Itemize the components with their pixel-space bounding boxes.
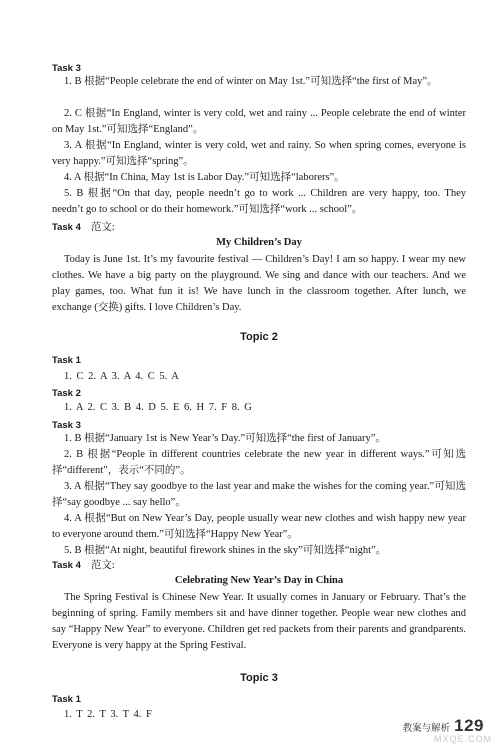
essay-title: My Children’s Day [216, 237, 302, 248]
task-heading: Task 4 [52, 560, 81, 571]
page-footer [403, 716, 484, 736]
task-heading: Task 3 [52, 420, 81, 431]
answer-item: 5. B 根据“At night, beautiful firework shines in the sky”可知选择“night”。 [64, 545, 387, 556]
task-heading: Task 1 [52, 355, 81, 366]
answer-item: 3. A 根据“In England, winter is very cold, wet and rainy. So when spring comes, everyone is very happy.”可知选择“spring”。 [52, 140, 466, 167]
example-label: 范文: [90, 560, 115, 571]
task-heading: Task 1 [52, 694, 81, 705]
topic2-task4-label [52, 559, 115, 572]
answer-item: 4. A 根据“But on New Year’s Day, people usually wear new clothes and wish happy new year to everyone around them.”可知选择“Happy New Year”。 [52, 513, 466, 540]
topic1-task4-label [52, 221, 115, 234]
topic-title: Topic 3 [240, 672, 278, 684]
task-heading: Task 4 [52, 222, 81, 233]
topic-title: Topic 2 [240, 331, 278, 343]
essay-body: The Spring Festival is Chinese New Year. It usually comes in January or February. That’s the beginning of spring. Family members sit and have dinner together. People wear new clothes and say “Happy New Year” to everyone. Children get red packets from their parents and grandparents. Everyone is very happy at the Spring Festival. [52, 592, 466, 651]
answer-item: 4. A 根据“In China, May 1st is Labor Day.”可知选择“laborers”。 [64, 172, 345, 183]
answer-item: 3. A 根据“They say goodbye to the last year and make the wishes for the coming year.”可知选择“say goodbye ... say hello”。 [52, 481, 466, 508]
answer-line: 1. A 2. C 3. B 4. D 5. E 6. H 7. F 8. G [64, 402, 252, 413]
answer-item: 5. B 根据“On that day, people needn’t go to work ... Children are very happy, too. They needn’t go to school or do their homework.”可知选择“work ... school”。 [52, 188, 466, 215]
watermark: MXQE.COM [433, 734, 492, 744]
answer-line: 1. T 2. T 3. T 4. F [64, 709, 152, 720]
example-label: 范文: [90, 222, 115, 233]
answer-item: 1. B 根据“January 1st is New Year’s Day.”可知选择“the first of January”。 [64, 433, 386, 444]
page-number: 129 [454, 716, 484, 735]
essay-title: Celebrating New Year’s Day in China [174, 575, 344, 586]
answer-item: 2. C 根据“In England, winter is very cold, wet and rainy ... People celebrate the end of winter on May 1st.”可知选择“England”。 [52, 108, 466, 135]
task-heading: Task 2 [52, 388, 81, 399]
footer-label: 教案与解析 [402, 723, 451, 734]
essay-body: Today is June 1st. It’s my favourite festival — Children’s Day! I am so happy. I wear my new clothes. We have a big party on the playground. We sing and dance with our teachers. And we play games, too. What fun it is! We have lunch in the classroom together. After lunch, we exchange (交换) gifts. I love Children’s Day. [52, 254, 466, 313]
answer-item: 1. B 根据“People celebrate the end of winter on May 1st.”可知选择“the first of May”。 [64, 76, 438, 87]
task-heading: Task 3 [52, 63, 81, 74]
answer-line: 1. C 2. A 3. A 4. C 5. A [64, 371, 179, 382]
answer-item: 2. B 根据“People in different countries celebrate the new year in different ways.”可知选择“different”，表示“不同的”。 [52, 449, 466, 476]
